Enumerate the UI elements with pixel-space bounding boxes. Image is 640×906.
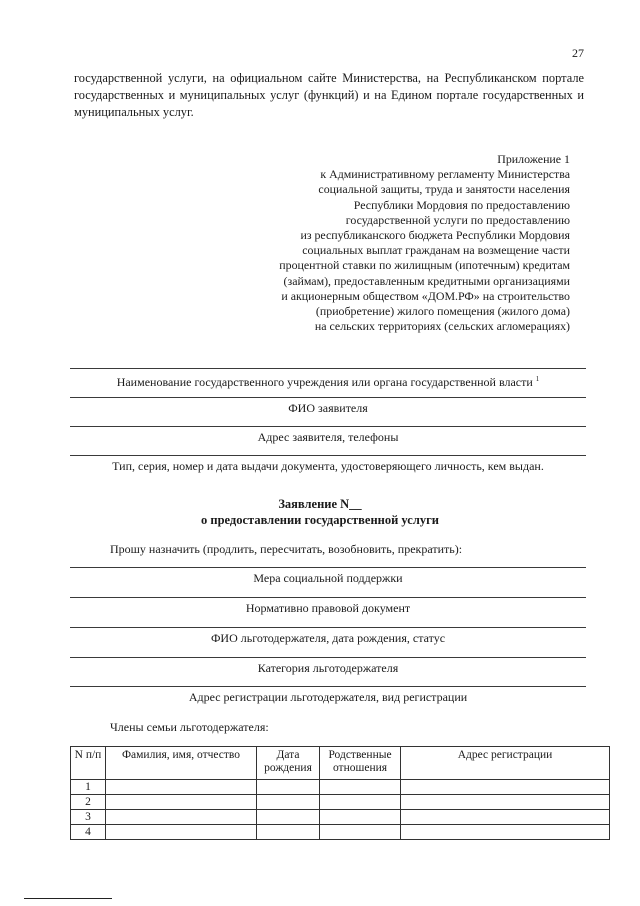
appendix-block: [240, 152, 570, 334]
row-number: 4: [71, 825, 106, 840]
appendix-line: процентной ставки по жилищным (ипотечным) кредитам: [279, 258, 570, 273]
fio-cell[interactable]: [106, 780, 257, 795]
table-row: [71, 810, 610, 825]
fio-cell[interactable]: [106, 795, 257, 810]
beneficiary-category-caption: Категория льготодержателя: [257, 661, 399, 675]
fill-in-line: [70, 368, 586, 369]
beneficiary-address-caption: Адрес регистрации льготодержателя, вид регистрации: [188, 690, 468, 704]
appendix-line: к Административному регламенту Министерства: [320, 167, 570, 182]
fill-in-line: [70, 455, 586, 456]
beneficiary-field[interactable]: [70, 627, 586, 645]
address-cell[interactable]: [401, 780, 610, 795]
relation-cell[interactable]: [320, 825, 401, 840]
footnote-separator: [24, 898, 112, 899]
table-row: [71, 825, 610, 840]
row-number: 2: [71, 795, 106, 810]
request-text: Прошу назначить (продлить, пересчитать, возобновить, прекратить):: [110, 542, 463, 556]
table-header-row: [71, 747, 610, 780]
fio-cell[interactable]: [106, 810, 257, 825]
relation-cell[interactable]: [320, 810, 401, 825]
column-header-fio: Фамилия, имя, отчество: [106, 747, 257, 780]
appendix-line: Республики Мордовия по предоставлению: [353, 197, 570, 212]
table-row: [71, 795, 610, 810]
column-header-address: Адрес регистрации: [401, 747, 610, 780]
statement-subtitle: о предоставлении государственной услуги: [201, 513, 439, 527]
statement-heading: [0, 496, 640, 528]
fill-in-line: [70, 567, 586, 568]
birth-date-cell[interactable]: [257, 795, 320, 810]
applicant-address-field[interactable]: [70, 426, 586, 444]
appendix-line: (приобретение) жилого помещения (жилого дома): [315, 304, 570, 319]
appendix-line: (займам), предоставленным кредитными организациями: [283, 273, 570, 288]
address-cell[interactable]: [401, 795, 610, 810]
fill-in-line: [70, 657, 586, 658]
applicant-address-caption: Адрес заявителя, телефоны: [257, 430, 399, 444]
identity-document-field[interactable]: [70, 455, 586, 473]
relation-cell[interactable]: [320, 780, 401, 795]
support-measure-field[interactable]: [70, 567, 586, 585]
birth-date-cell[interactable]: [257, 810, 320, 825]
row-number: 3: [71, 810, 106, 825]
birth-date-cell[interactable]: [257, 780, 320, 795]
row-number: 1: [71, 780, 106, 795]
appendix-line: социальной защиты, труда и занятости населения: [318, 182, 570, 197]
applicant-name-field[interactable]: [70, 397, 586, 415]
fio-cell[interactable]: [106, 825, 257, 840]
relation-cell[interactable]: [320, 795, 401, 810]
address-cell[interactable]: [401, 825, 610, 840]
institution-caption: Наименование государственного учреждения или органа государственной власти $^1$: [116, 375, 540, 389]
beneficiary-caption: ФИО льготодержателя, дата рождения, статус: [210, 631, 446, 645]
fill-in-line: [70, 627, 586, 628]
legal-document-caption: Нормативно правовой документ: [245, 601, 411, 615]
birth-date-cell[interactable]: [257, 825, 320, 840]
table-row: [71, 780, 610, 795]
identity-document-caption: Тип, серия, номер и дата выдачи документа, удостоверяющего личность, кем выдан.: [112, 459, 544, 473]
appendix-line: социальных выплат гражданам на возмещение части: [302, 243, 570, 258]
intro-paragraph: государственной услуги, на официальном сайте Министерства, на Республиканском портале государственных и муниципальных услуг (функций) и на Едином портале государственных и муниципальных услуг.: [74, 71, 584, 119]
appendix-line: из республиканского бюджета Республики Мордовия: [300, 228, 570, 243]
family-members-label: Члены семьи льготодержателя:: [110, 720, 269, 734]
page-number: 27: [572, 46, 584, 60]
address-cell[interactable]: [401, 810, 610, 825]
support-measure-caption: Мера социальной поддержки: [253, 571, 403, 585]
family-members-table: [70, 746, 610, 840]
column-header-birth-date: Дата рождения: [257, 747, 320, 780]
beneficiary-category-field[interactable]: [70, 657, 586, 675]
statement-title: Заявление N__: [278, 497, 362, 511]
appendix-line: Приложение 1: [497, 152, 570, 166]
footnote-marker: 1: [535, 375, 540, 383]
applicant-name-caption: ФИО заявителя: [288, 401, 368, 415]
fill-in-line: [70, 426, 586, 427]
fill-in-line: [70, 397, 586, 398]
appendix-line: государственной услуги по предоставлению: [345, 212, 570, 227]
appendix-line: на сельских территориях (сельских агломерациях): [314, 319, 570, 334]
institution-field[interactable]: [70, 368, 586, 389]
legal-document-field[interactable]: [70, 597, 586, 615]
column-header-relation: Родственные отношения: [320, 747, 401, 780]
fill-in-line: [70, 686, 586, 687]
fill-in-line: [70, 597, 586, 598]
beneficiary-address-field[interactable]: [70, 686, 586, 704]
appendix-line: и акционерным обществом «ДОМ.РФ» на строительство: [281, 288, 570, 303]
column-header-number: N п/п: [71, 747, 106, 780]
